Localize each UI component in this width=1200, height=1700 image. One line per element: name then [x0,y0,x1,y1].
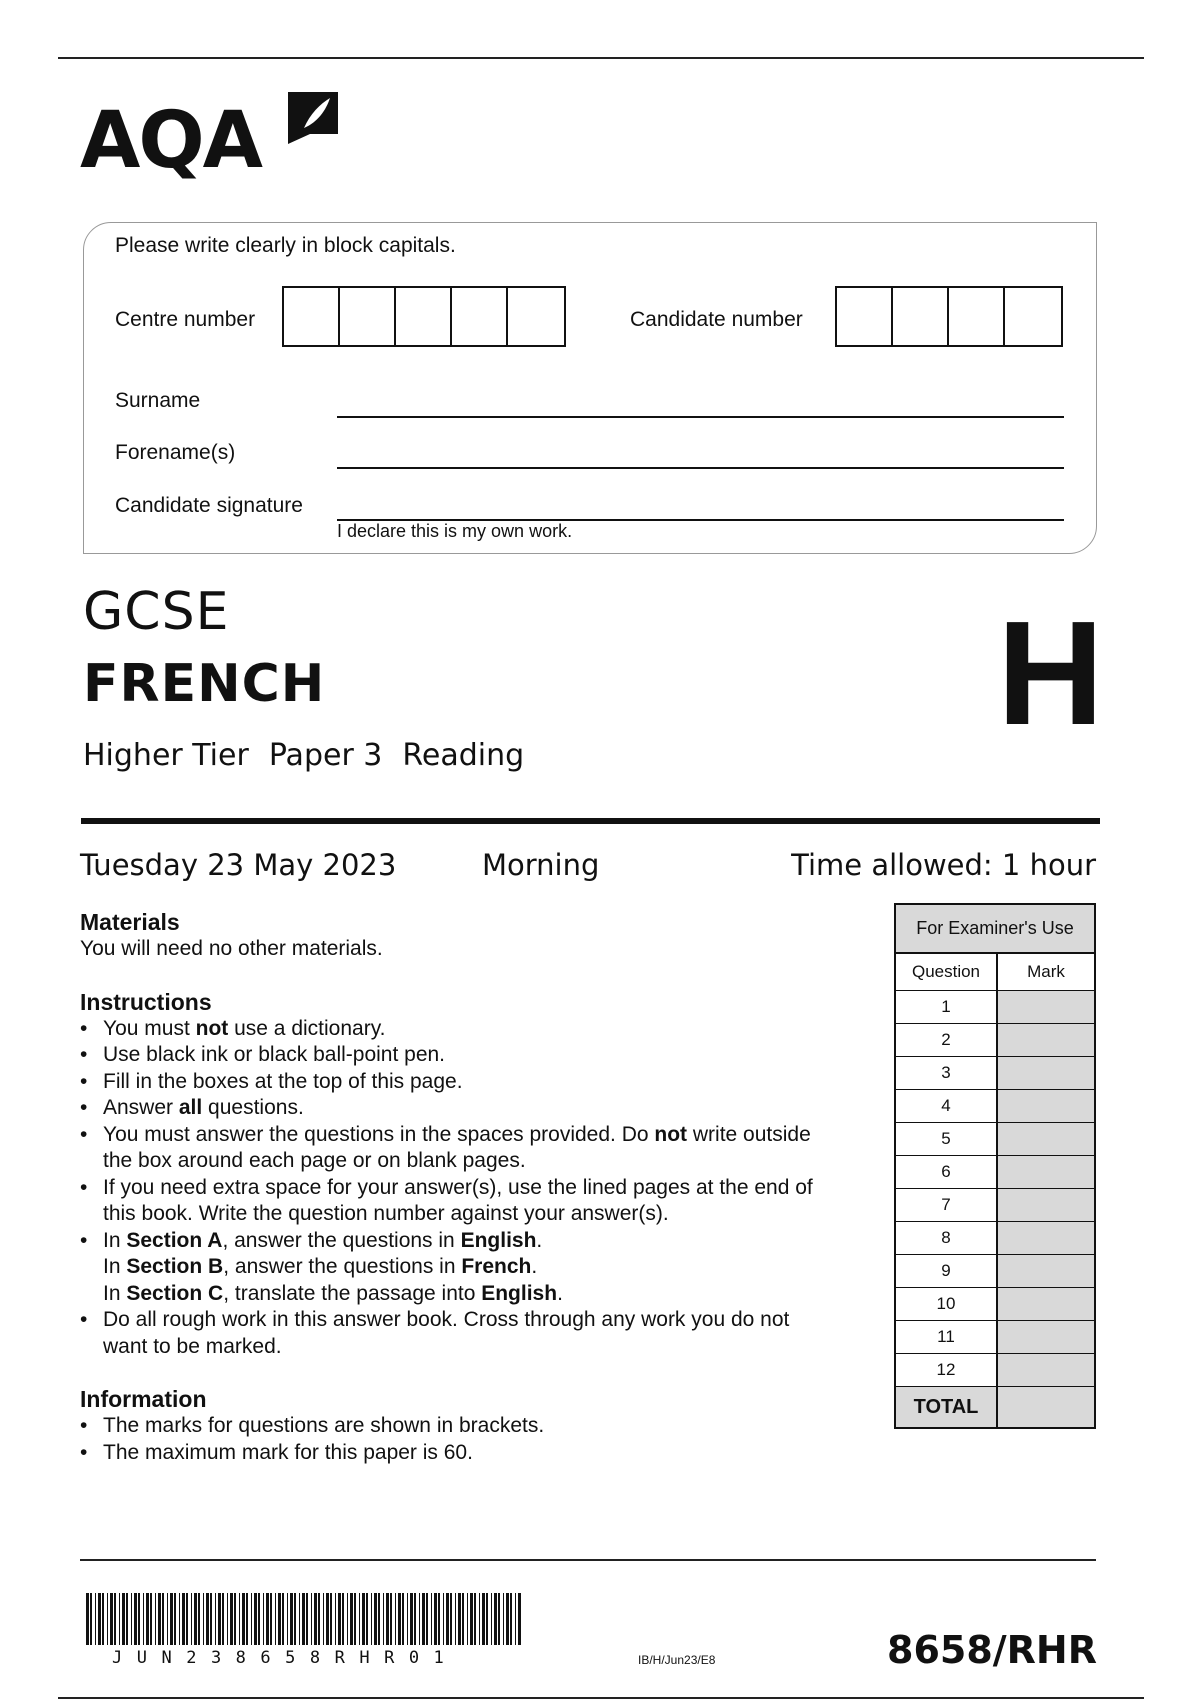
question-number-cell: 11 [896,1321,997,1354]
barcode-bar [90,1593,92,1645]
barcode-bar [438,1593,440,1645]
instructions-list [80,1016,870,1361]
barcode-bar [398,1593,401,1645]
barcode-bar [479,1593,480,1645]
time-allowed: Time allowed: 1 hour [791,848,1096,882]
question-number-cell: 5 [896,1123,997,1156]
list-item: • If you need extra space for your answer(s), use the lined pages at the end of this book. Write the question number against your answer(s). [80,1175,870,1228]
information-heading: Information [80,1386,207,1412]
barcode-bar [294,1593,296,1645]
barcode-bar [114,1593,116,1645]
barcode-bar [362,1593,365,1645]
barcode-bar [498,1593,500,1645]
barcode-bar [246,1593,248,1645]
barcode-bar [290,1593,293,1645]
mark-cell[interactable] [997,1123,1094,1156]
total-mark-cell[interactable] [997,1387,1094,1428]
barcode-bar [198,1593,200,1645]
barcode-bar [311,1593,312,1645]
barcode-bar [170,1593,173,1645]
barcode [86,1593,524,1645]
barcode-digits: JUN238658RHR01 [112,1648,459,1668]
list-item: • In Section A, answer the questions in English. In Section B, answer the questions in French. In Section C, translate the passage into English. [80,1228,870,1308]
barcode-bar [162,1593,164,1645]
barcode-bar [467,1593,468,1645]
barcode-bar [215,1593,216,1645]
barcode-bar [167,1593,168,1645]
paper-code: 8658/RHR [887,1628,1097,1672]
centre-number-digit-box[interactable] [340,288,396,345]
barcode-bar [230,1593,233,1645]
surname-label: Surname [115,389,201,412]
barcode-bar [503,1593,504,1645]
barcode-bar [150,1593,152,1645]
barcode-bar [510,1593,512,1645]
barcode-bar [395,1593,396,1645]
barcode-bar [299,1593,300,1645]
component-text: Reading [402,738,525,773]
barcode-bar [206,1593,209,1645]
barcode-bar [234,1593,236,1645]
barcode-bar [107,1593,108,1645]
barcode-bar [186,1593,188,1645]
barcode-bar [242,1593,245,1645]
mark-cell[interactable] [997,1354,1094,1387]
forenames-label: Forename(s) [115,441,236,464]
barcode-bar [366,1593,368,1645]
question-number-cell: 10 [896,1288,997,1321]
barcode-bar [486,1593,488,1645]
barcode-bar [126,1593,128,1645]
reference-code: IB/H/Jun23/E8 [638,1653,716,1667]
barcode-bar [254,1593,257,1645]
barcode-bar [119,1593,120,1645]
question-number-cell: 7 [896,1189,997,1222]
barcode-bar [302,1593,305,1645]
barcode-bar [278,1593,281,1645]
table-row [896,1321,1094,1354]
mark-cell[interactable] [997,1288,1094,1321]
candidate-number-label: Candidate number [630,308,803,331]
barcode-bar [482,1593,485,1645]
barcode-bar [515,1593,516,1645]
barcode-bar [194,1593,197,1645]
centre-number-digit-box[interactable] [508,288,564,345]
list-item: • Fill in the boxes at the top of this page. [80,1069,870,1096]
barcode-bar [282,1593,284,1645]
examiners-use-heading: For Examiner's Use [896,905,1094,954]
barcode-bar [110,1593,113,1645]
barcode-bar [155,1593,156,1645]
barcode-bar [263,1593,264,1645]
barcode-bar [158,1593,161,1645]
block-capitals-instruction: Please write clearly in block capitals. [115,234,456,257]
top-rule [58,57,1144,59]
forenames-line[interactable] [337,467,1064,469]
question-number-cell: 12 [896,1354,997,1387]
question-number-cell: 8 [896,1222,997,1255]
table-row [896,1255,1094,1288]
barcode-bar [287,1593,288,1645]
mark-cell[interactable] [997,991,1094,1024]
paper-text: Paper 3 [268,738,383,773]
barcode-bar [414,1593,416,1645]
barcode-bar [239,1593,240,1645]
mark-cell[interactable] [997,1024,1094,1057]
barcode-bar [378,1593,380,1645]
barcode-bar [138,1593,140,1645]
table-row [896,1189,1094,1222]
barcode-bar [491,1593,492,1645]
bottom-rule [58,1697,1144,1699]
barcode-bar [314,1593,317,1645]
exam-session: Morning [482,848,600,882]
barcode-bar [443,1593,444,1645]
mark-column-header: Mark [997,954,1094,991]
tier-letter: H [997,591,1104,756]
question-number-cell: 2 [896,1024,997,1057]
title-divider [81,818,1100,824]
candidate-number-digit-box[interactable] [837,288,893,345]
centre-number-digit-box[interactable] [396,288,452,345]
list-item: • Answer all questions. [80,1095,870,1122]
surname-line[interactable] [337,416,1064,418]
barcode-bar [506,1593,509,1645]
barcode-bar [407,1593,408,1645]
table-row [896,1057,1094,1090]
materials-text: You will need no other materials. [80,937,383,960]
total-row [896,1387,1094,1428]
barcode-bar [350,1593,353,1645]
barcode-bar [410,1593,413,1645]
barcode-bar [354,1593,356,1645]
tier-text: Higher Tier [83,738,249,773]
mark-cell[interactable] [997,1255,1094,1288]
barcode-bar [335,1593,336,1645]
barcode-bar [266,1593,269,1645]
barcode-bar [131,1593,132,1645]
information-list [80,1413,870,1466]
barcode-bar [474,1593,476,1645]
total-label: TOTAL [896,1387,997,1428]
table-row [896,1156,1094,1189]
table-row [896,1222,1094,1255]
exam-date: Tuesday 23 May 2023 [80,848,397,882]
barcode-bar [258,1593,260,1645]
signature-label: Candidate signature [115,494,303,517]
aqa-logo-text: AQA [80,96,262,186]
candidate-number-digit-box[interactable] [949,288,1005,345]
materials-heading: Materials [80,909,180,935]
barcode-bar [462,1593,464,1645]
aqa-flag-icon [284,90,340,146]
list-item: • You must not use a dictionary. [80,1016,870,1043]
barcode-bar [318,1593,320,1645]
barcode-bar [174,1593,176,1645]
table-row [896,991,1094,1024]
barcode-bar [347,1593,348,1645]
centre-number-label: Centre number [115,308,256,331]
list-item: • The maximum mark for this paper is 60. [80,1440,870,1467]
barcode-bar [210,1593,212,1645]
list-item: • You must answer the questions in the spaces provided. Do not write outside the box around each page or on blank pages. [80,1122,870,1175]
barcode-bar [419,1593,420,1645]
table-row [896,1123,1094,1156]
front-page-instructions [80,909,870,1466]
barcode-bar [431,1593,432,1645]
barcode-bar [275,1593,276,1645]
barcode-bar [342,1593,344,1645]
list-item: • Do all rough work in this answer book. Cross through any work you do not want to be marked. [80,1307,870,1360]
mark-cell[interactable] [997,1222,1094,1255]
table-row [896,1354,1094,1387]
barcode-bar [218,1593,221,1645]
list-item: • Use black ink or black ball-point pen. [80,1042,870,1069]
barcode-bar [458,1593,461,1645]
list-item: • The marks for questions are shown in brackets. [80,1413,870,1440]
barcode-bar [227,1593,228,1645]
question-column-header: Question [896,954,997,991]
candidate-number-digit-box[interactable] [893,288,949,345]
barcode-bar [222,1593,224,1645]
barcode-bar [134,1593,137,1645]
table-row [896,1024,1094,1057]
barcode-bar [518,1593,521,1645]
mark-cell[interactable] [997,1189,1094,1222]
barcode-bar [86,1593,89,1645]
mark-cell[interactable] [997,1321,1094,1354]
barcode-bar [270,1593,272,1645]
barcode-bar [386,1593,389,1645]
barcode-bar [191,1593,192,1645]
barcode-bar [371,1593,372,1645]
examiners-use-table [894,903,1096,1429]
barcode-bar [494,1593,497,1645]
barcode-bar [450,1593,452,1645]
barcode-bar [203,1593,204,1645]
barcode-bar [330,1593,332,1645]
barcode-bar [426,1593,428,1645]
barcode-bar [306,1593,308,1645]
table-row [896,1090,1094,1123]
mark-cell[interactable] [997,1156,1094,1189]
question-number-cell: 1 [896,991,997,1024]
barcode-bar [402,1593,404,1645]
barcode-bar [470,1593,473,1645]
barcode-bar [143,1593,144,1645]
barcode-bar [422,1593,425,1645]
centre-number-digit-box[interactable] [452,288,508,345]
centre-number-boxes[interactable] [282,286,566,347]
candidate-number-boxes[interactable] [835,286,1063,347]
barcode-bar [122,1593,125,1645]
barcode-bar [446,1593,449,1645]
barcode-bar [338,1593,341,1645]
barcode-bar [102,1593,104,1645]
barcode-bar [383,1593,384,1645]
declaration-text: I declare this is my own work. [337,521,573,541]
table-row [896,1288,1094,1321]
question-number-cell: 6 [896,1156,997,1189]
barcode-bar [146,1593,149,1645]
centre-number-digit-box[interactable] [284,288,340,345]
barcode-bar [326,1593,329,1645]
barcode-bar [251,1593,252,1645]
barcode-bar [359,1593,360,1645]
barcode-bar [434,1593,437,1645]
mark-cell[interactable] [997,1090,1094,1123]
barcode-bar [374,1593,377,1645]
barcode-bar [182,1593,185,1645]
instructions-heading: Instructions [80,988,212,1015]
mark-cell[interactable] [997,1057,1094,1090]
paper-subtitle [83,738,524,773]
barcode-bar [455,1593,456,1645]
qualification-title: GCSE [83,582,230,642]
barcode-bar [98,1593,101,1645]
question-number-cell: 9 [896,1255,997,1288]
footer-rule [80,1559,1096,1561]
barcode-bar [323,1593,324,1645]
barcode-bar [179,1593,180,1645]
candidate-number-digit-box[interactable] [1005,288,1061,345]
question-number-cell: 3 [896,1057,997,1090]
subject-title: FRENCH [83,654,326,714]
question-number-cell: 4 [896,1090,997,1123]
barcode-bar [95,1593,96,1645]
barcode-bar [390,1593,392,1645]
